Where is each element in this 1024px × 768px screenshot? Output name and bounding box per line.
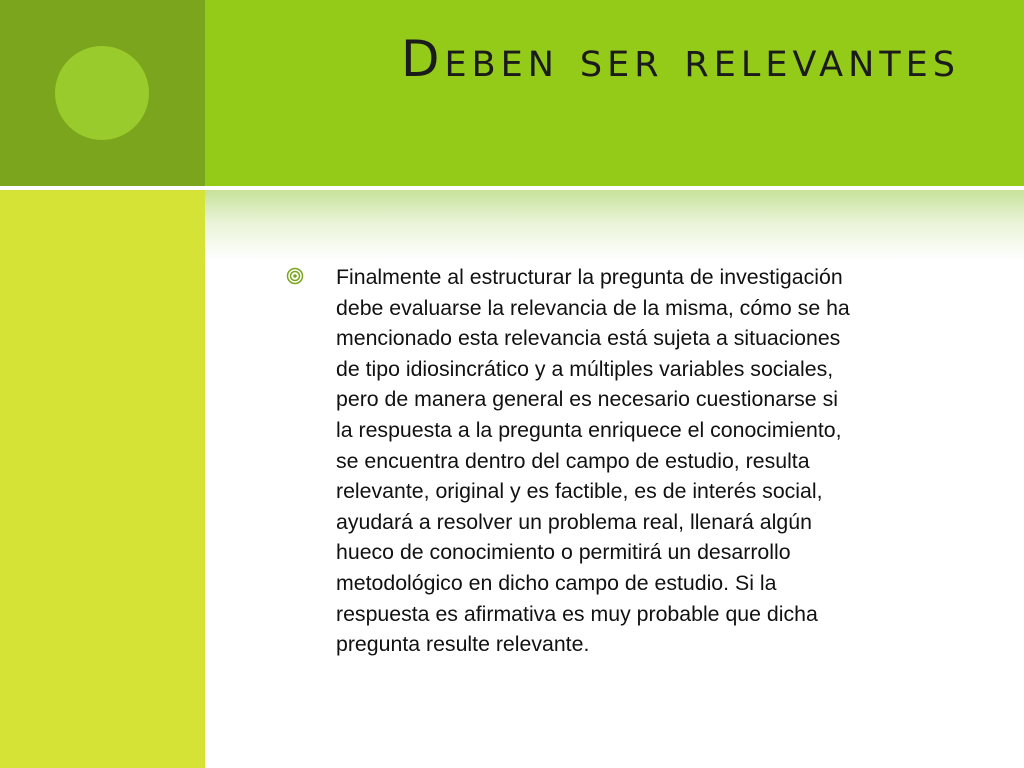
bullet-paragraph: Finalmente al estructurar la pregunta de investigación debe evaluarse la relevancia de la misma, cómo se ha mencionado esta relevancia está sujeta a situaciones de tipo idiosincrático y a múltiples variables sociales, pero de manera general es necesario cuestionarse si la respuesta a la pregunta enriquece el conocimiento, se encuentra dentro del campo de estudio, resulta relevante, original y es factible, es de interés social, ayudará a resolver un problema real, llenará algún hueco de conocimiento o permitirá un desarrollo metodológico en dicho campo de estudio. Si la respuesta es afirmativa es muy probable que dicha pregunta resulte relevante. <box>336 265 850 657</box>
content-body <box>286 262 976 660</box>
concentric-circles-bullet-icon <box>286 267 304 285</box>
decorative-circle <box>55 46 149 140</box>
left-bottom-color-block <box>0 190 205 768</box>
gradient-fade-band <box>205 190 1024 260</box>
slide-title: Deben ser relevantes <box>401 30 960 88</box>
title-band <box>205 0 1024 186</box>
